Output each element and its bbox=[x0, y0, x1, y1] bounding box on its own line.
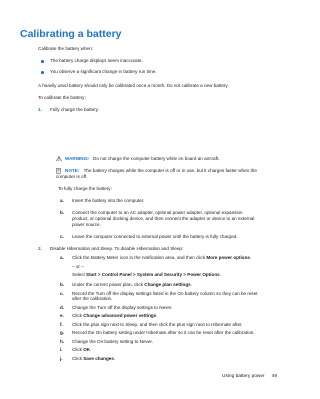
charge-intro: To fully charge the battery: bbox=[58, 186, 112, 191]
substep-text: Change the Turn off the display settings to Never. bbox=[72, 304, 173, 310]
bullet-icon bbox=[41, 60, 44, 63]
bullet-item: You observe a significant change in battery run time. bbox=[50, 69, 157, 74]
text-run: Under the current power plan, click bbox=[72, 281, 145, 287]
text-run: . bbox=[156, 313, 158, 319]
bullet-item: The battery charge displays seem inaccurate. bbox=[50, 58, 143, 63]
warning-label: WARNING! bbox=[65, 156, 89, 161]
substep-letter: g. bbox=[60, 330, 65, 336]
substep-text bbox=[72, 356, 115, 362]
ok-text: OK bbox=[83, 347, 91, 353]
substep-text: Change the On battery setting to Never. bbox=[72, 338, 153, 344]
substep-text bbox=[72, 255, 251, 261]
substep-text bbox=[72, 347, 91, 353]
warning-message: Do not charge the computer battery while on board an aircraft. bbox=[93, 156, 220, 161]
text-run: Click bbox=[72, 356, 84, 361]
substep-text: Leave the computer connected to external power until the battery is fully charged. bbox=[72, 234, 238, 239]
save-changes-text: Save changes bbox=[83, 356, 114, 361]
text-run: Click bbox=[72, 347, 84, 353]
substep-text: Click the plus sign next to Sleep, and then click the plus sign next to Hibernate after. bbox=[72, 321, 243, 327]
substep-text: power source. bbox=[72, 222, 101, 227]
substep-letter: b. bbox=[60, 210, 65, 215]
substep-letter: i. bbox=[60, 347, 63, 353]
page-footer bbox=[222, 374, 277, 379]
change-plan-settings-text: Change plan settings bbox=[144, 281, 191, 287]
text-run: . bbox=[219, 272, 221, 278]
text-run: Click the Battery Meter icon in the notification area, and then click bbox=[72, 255, 207, 261]
substep-text: after the calibration. bbox=[72, 295, 113, 301]
substep-letter: j. bbox=[60, 356, 63, 361]
substep-letter: h. bbox=[60, 338, 65, 344]
text-run: . bbox=[190, 281, 193, 287]
note-text-continued: computer is off. bbox=[56, 174, 88, 179]
note-message: The battery charges while the computer is off or in use, but it charges faster when the bbox=[83, 168, 257, 173]
substep-text: Record the On battery setting under Hibernate after so it can be reset after the calibration. bbox=[72, 330, 255, 336]
substep-text: Insert the battery into the computer. bbox=[72, 198, 145, 203]
warning-text bbox=[65, 156, 219, 162]
or-separator: – or – bbox=[72, 263, 84, 269]
page-title: Calibrating a battery bbox=[20, 28, 122, 40]
paragraph-text: A heavily used battery should only be calibrated once a month. Do not calibrate a new battery. bbox=[38, 83, 229, 88]
step-number: 1. bbox=[38, 107, 42, 112]
substep-letter: f. bbox=[60, 321, 63, 327]
more-power-options-text: More power options bbox=[206, 255, 250, 261]
note-text bbox=[65, 168, 257, 174]
substep-text bbox=[72, 282, 192, 288]
select-text bbox=[72, 272, 221, 278]
substep-letter: d. bbox=[60, 304, 65, 310]
warning-triangle-icon bbox=[56, 156, 62, 161]
substep-letter: b. bbox=[60, 281, 65, 287]
bullet-icon bbox=[41, 71, 44, 74]
substep-letter: c. bbox=[60, 290, 64, 296]
step-text: Fully charge the battery. bbox=[50, 107, 99, 112]
substep-letter: a. bbox=[60, 198, 64, 203]
step-text: Disable Hibernation and Sleep. To disable Hibernation and Sleep: bbox=[50, 246, 184, 251]
substep-letter: e. bbox=[60, 313, 64, 319]
substep-letter: c. bbox=[60, 234, 64, 239]
paragraph-text: To calibrate the battery: bbox=[38, 95, 86, 100]
text-run: . bbox=[90, 347, 92, 353]
page-number: 49 bbox=[271, 374, 278, 379]
intro-text: Calibrate the battery when: bbox=[38, 46, 93, 51]
substep-text: Record the Turn off the display settings listed in the On battery column so they can be reset bbox=[72, 290, 258, 296]
substep-text: Connect the computer to an AC adapter, optional power adapter, optional expansion bbox=[72, 210, 243, 215]
note-icon bbox=[56, 168, 62, 174]
footer-section-title: Using battery power bbox=[222, 374, 265, 379]
text-run: . bbox=[113, 356, 116, 361]
text-run: Select bbox=[72, 272, 87, 278]
text-run: . bbox=[249, 255, 252, 261]
menu-path-text: Start > Control Panel > System and Security > Power Options bbox=[86, 272, 220, 278]
substep-letter: a. bbox=[60, 255, 64, 261]
text-run: Click bbox=[72, 313, 84, 319]
step-number: 2. bbox=[38, 246, 42, 251]
substep-text: product, or optional docking device, and then connect the adapter or device to an external bbox=[72, 216, 255, 221]
substep-text bbox=[72, 313, 158, 319]
note-label: NOTE: bbox=[65, 168, 80, 173]
change-advanced-settings-text: Change advanced power settings bbox=[83, 313, 157, 319]
